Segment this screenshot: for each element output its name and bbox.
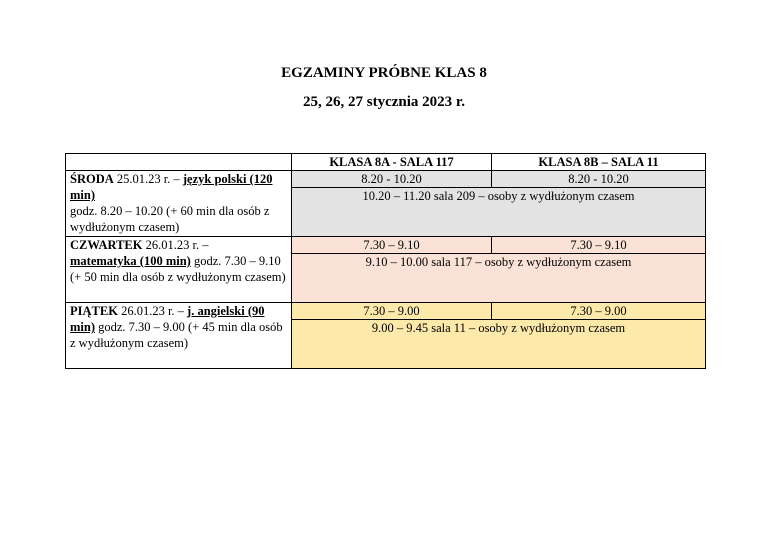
class-8b-time: 8.20 - 10.20 <box>492 171 706 188</box>
exam-subject: matematyka (100 min) <box>70 254 191 268</box>
exam-date: 25.01.23 r. – <box>113 172 183 186</box>
table-row <box>66 303 706 320</box>
header-cell-empty <box>66 154 292 171</box>
exam-time-note: godz. 7.30 – 9.00 (+ 45 min dla osób z wydłużonym czasem) <box>70 320 283 350</box>
exam-date: 26.01.23 r. – <box>117 304 188 318</box>
document-title: EGZAMINY PRÓBNE KLAS 8 <box>281 65 487 81</box>
class-8a-time: 7.30 – 9.10 <box>292 237 492 254</box>
class-8a-time: 8.20 - 10.20 <box>292 171 492 188</box>
table-header-row <box>66 154 706 171</box>
class-8a-time: 7.30 – 9.00 <box>292 303 492 320</box>
exam-time-note: godz. 8.20 – 10.20 (+ 60 min dla osób z wydłużonym czasem) <box>70 204 270 234</box>
header-class-8a: KLASA 8A - SALA 117 <box>292 154 492 171</box>
extended-time-cell: 9.00 – 9.45 sala 11 – osoby z wydłużonym czasem <box>292 320 706 369</box>
exam-day: PIĄTEK <box>70 304 118 318</box>
extended-time-cell: 9.10 – 10.00 sala 117 – osoby z wydłużonym czasem <box>292 254 706 303</box>
exam-schedule-table <box>65 153 706 369</box>
header-class-8b: KLASA 8B – SALA 11 <box>492 154 706 171</box>
exam-label-cell <box>66 303 292 369</box>
exam-label-cell <box>66 237 292 303</box>
exam-subject: język polski (120 min) <box>70 172 273 202</box>
exam-day: ŚRODA <box>70 172 114 186</box>
exam-time-note: godz. 7.30 – 9.10 (+ 50 min dla osób z wydłużonym czasem) <box>70 254 286 284</box>
exam-label-cell <box>66 171 292 237</box>
extended-time-cell: 10.20 – 11.20 sala 209 – osoby z wydłużonym czasem <box>292 188 706 237</box>
class-8b-time: 7.30 – 9.10 <box>492 237 706 254</box>
exam-date: 26.01.23 r. – <box>142 238 209 252</box>
table-row <box>66 171 706 188</box>
exam-subject: j. angielski (90 min) <box>70 304 265 334</box>
document-subtitle: 25, 26, 27 stycznia 2023 r. <box>303 94 465 110</box>
table-row <box>66 237 706 254</box>
exam-day: CZWARTEK <box>70 238 143 252</box>
class-8b-time: 7.30 – 9.00 <box>492 303 706 320</box>
